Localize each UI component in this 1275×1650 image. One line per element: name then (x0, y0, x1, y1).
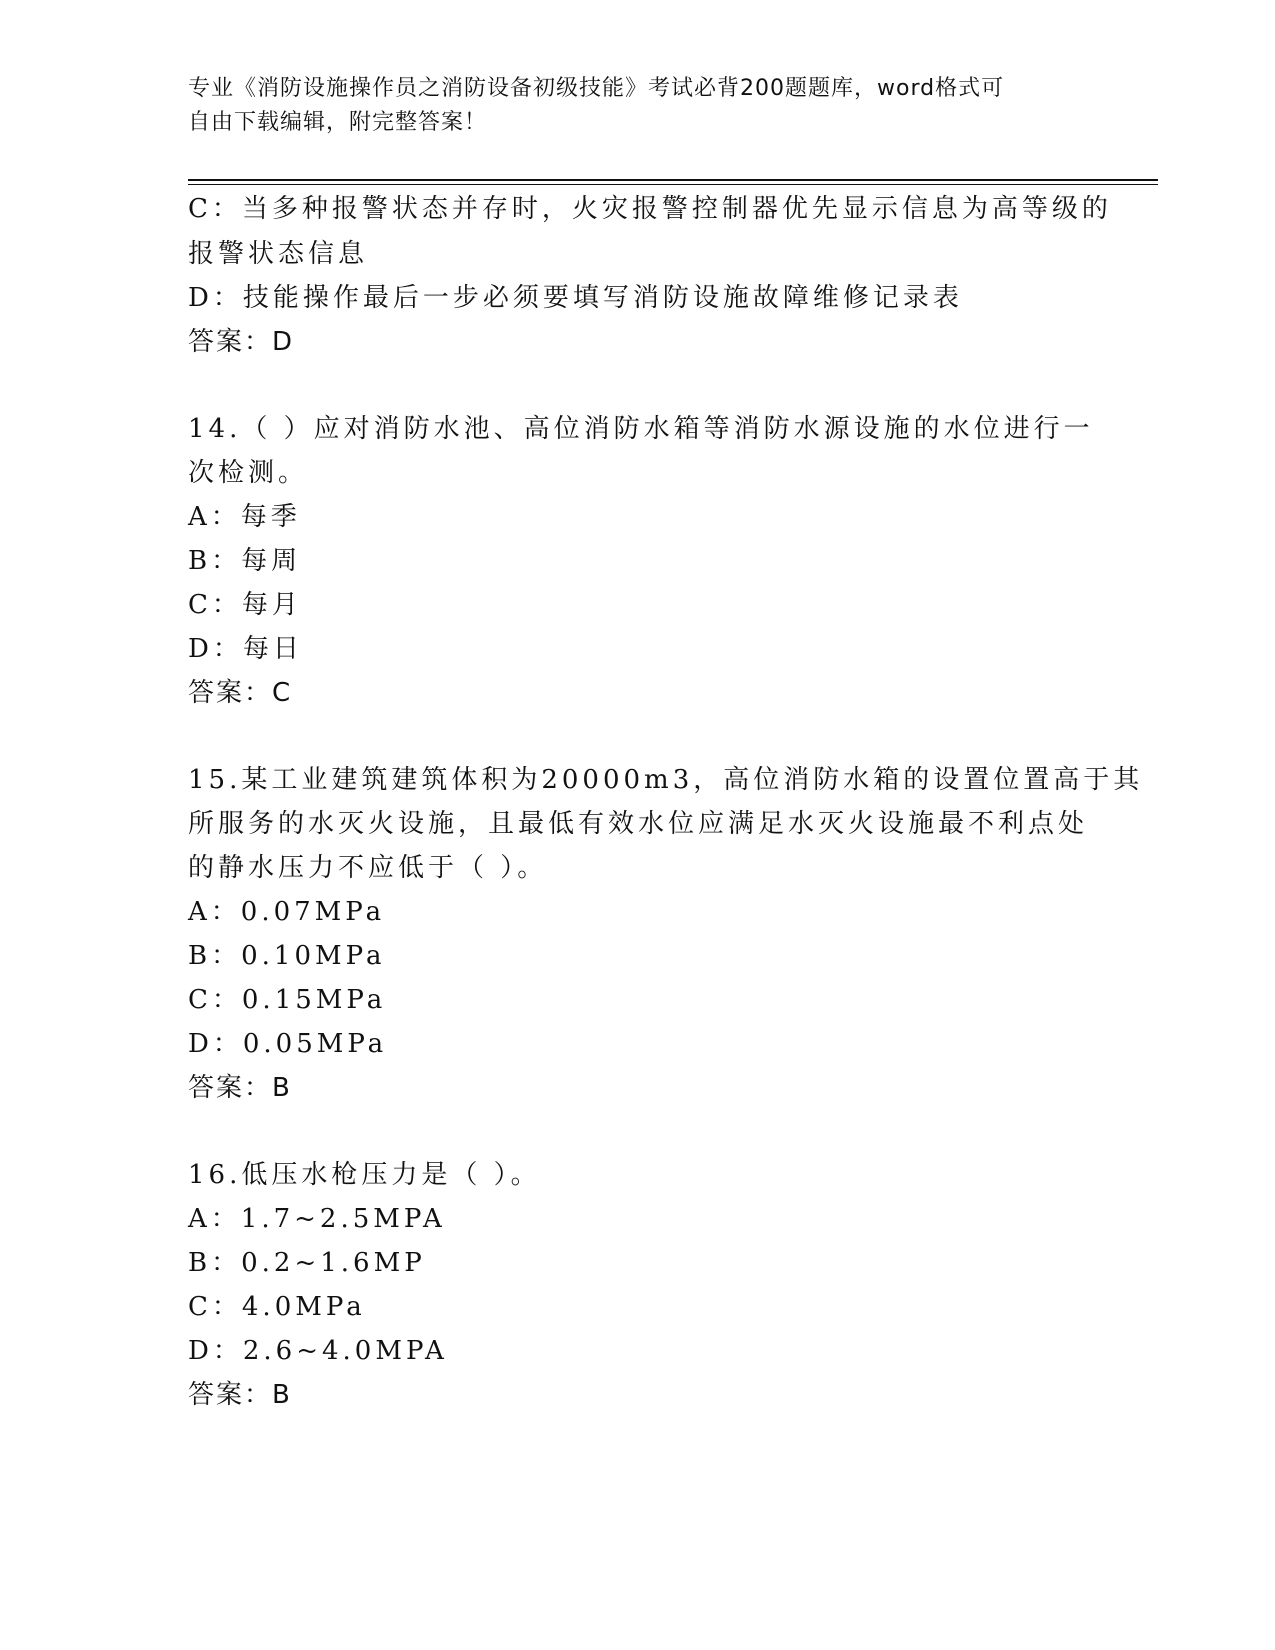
q15-option-d: D：0.05MPa (188, 1029, 388, 1059)
q14-option-c: C：每月 (188, 590, 302, 620)
q15-option-a: A：0.07MPa (188, 897, 386, 927)
header-divider-thin (188, 184, 1158, 185)
q14-stem-line2: 次检测。 (188, 458, 309, 488)
header-line-1: 专业《消防设施操作员之消防设备初级技能》考试必背200题题库，word格式可 (188, 76, 1005, 101)
q13-option-d: D：技能操作最后一步必须要填写消防设施故障维修记录表 (188, 283, 963, 313)
q14-stem-line1: 14.（ ）应对消防水池、高位消防水箱等消防水源设施的水位进行一 (188, 414, 1094, 444)
header-divider-thick (188, 179, 1158, 181)
document-header (188, 72, 1068, 140)
q13-option-c-line1: C：当多种报警状态并存时，火灾报警控制器优先显示信息为高等级的 (188, 194, 1112, 224)
q13-option-c-line2: 报警状态信息 (188, 239, 369, 269)
q16-answer: 答案：B (188, 1380, 292, 1410)
q15-stem-line2: 所服务的水灭火设施，且最低有效水位应满足水灭火设施最不利点处 (188, 809, 1089, 839)
q15-option-b: B：0.10MPa (188, 941, 386, 971)
q16-option-b: B：0.2~1.6MP (188, 1248, 426, 1278)
q15-answer: 答案：B (188, 1073, 292, 1103)
q16-option-c: C：4.0MPa (188, 1292, 366, 1322)
q13-answer: 答案：D (188, 327, 295, 357)
q14-option-a: A：每季 (188, 502, 301, 532)
q16-stem: 16.低压水枪压力是（ ）。 (188, 1160, 541, 1190)
q15-stem-line3: 的静水压力不应低于（ ）。 (188, 853, 548, 883)
q16-option-a: A：1.7~2.5MPA (188, 1204, 446, 1234)
q16-option-d: D：2.6~4.0MPA (188, 1336, 448, 1366)
q15-stem-line1: 15.某工业建筑建筑体积为20000m3，高位消防水箱的设置位置高于其 (188, 765, 1144, 795)
q14-answer: 答案：C (188, 678, 293, 708)
header-line-2: 自由下载编辑，附完整答案！ (188, 110, 488, 135)
q14-option-b: B：每周 (188, 546, 302, 576)
q15-option-c: C：0.15MPa (188, 985, 387, 1015)
q14-option-d: D：每日 (188, 634, 303, 664)
